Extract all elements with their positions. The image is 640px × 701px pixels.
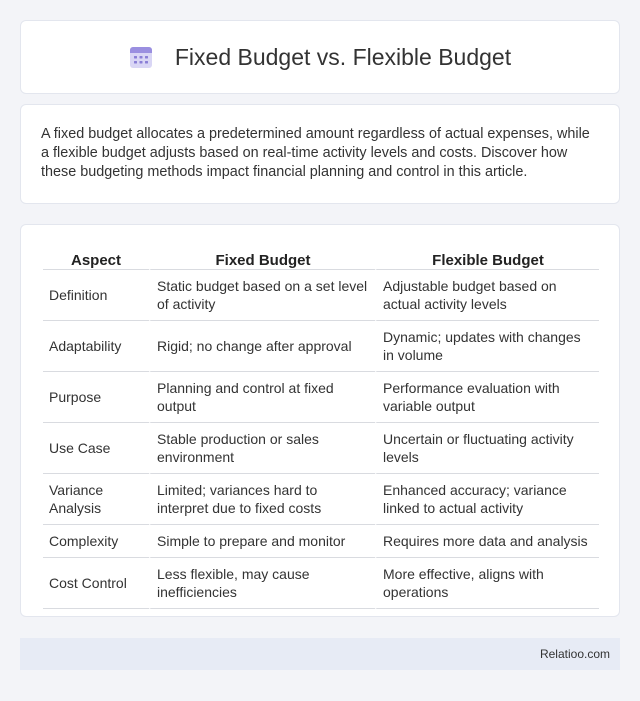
row-flexible: Adjustable budget based on actual activity levels xyxy=(375,270,599,321)
row-flexible: Uncertain or fluctuating activity levels xyxy=(375,423,599,474)
row-fixed: Static budget based on a set level of activity xyxy=(149,270,375,321)
footer-brand: Relatioo.com xyxy=(539,647,610,661)
table-row xyxy=(43,270,599,321)
row-flexible: More effective, aligns with operations xyxy=(375,558,599,609)
row-fixed: Planning and control at fixed output xyxy=(149,372,375,423)
intro-text: A fixed budget allocates a predetermined amount regardless of actual expenses, while a flexible budget adjusts based on real-time activity levels and costs. Discover how these budgeting methods impact financial planning and control in this article. xyxy=(41,126,590,180)
row-aspect: Use Case xyxy=(43,423,149,474)
table-row xyxy=(43,321,599,372)
table-row xyxy=(43,423,599,474)
intro-card xyxy=(20,104,620,204)
table-row xyxy=(43,525,599,558)
row-aspect: Cost Control xyxy=(43,558,149,609)
row-fixed: Less flexible, may cause inefficiencies xyxy=(149,558,375,609)
row-fixed: Rigid; no change after approval xyxy=(149,321,375,372)
comparison-table xyxy=(43,243,599,609)
footer xyxy=(20,638,620,670)
table-header-row xyxy=(43,243,599,270)
page-title: Fixed Budget vs. Flexible Budget xyxy=(174,43,512,70)
header-flexible-budget: Flexible Budget xyxy=(375,243,599,270)
table-row xyxy=(43,558,599,609)
header-fixed-budget: Fixed Budget xyxy=(149,243,375,270)
row-flexible: Dynamic; updates with changes in volume xyxy=(375,321,599,372)
row-fixed: Limited; variances hard to interpret due to fixed costs xyxy=(149,474,375,525)
row-aspect: Purpose xyxy=(43,372,149,423)
row-fixed: Simple to prepare and monitor xyxy=(149,525,375,558)
table-row xyxy=(43,372,599,423)
header-aspect: Aspect xyxy=(43,243,149,270)
title-card xyxy=(20,20,620,94)
row-flexible: Performance evaluation with variable output xyxy=(375,372,599,423)
row-aspect: Complexity xyxy=(43,525,149,558)
table-row xyxy=(43,474,599,525)
row-aspect: Adaptability xyxy=(43,321,149,372)
row-flexible: Enhanced accuracy; variance linked to actual activity xyxy=(375,474,599,525)
row-fixed: Stable production or sales environment xyxy=(149,423,375,474)
calendar-icon xyxy=(129,45,153,69)
row-aspect: Variance Analysis xyxy=(43,474,149,525)
title-wrap xyxy=(129,44,511,71)
row-flexible: Requires more data and analysis xyxy=(375,525,599,558)
row-aspect: Definition xyxy=(43,270,149,321)
comparison-card xyxy=(20,224,620,617)
